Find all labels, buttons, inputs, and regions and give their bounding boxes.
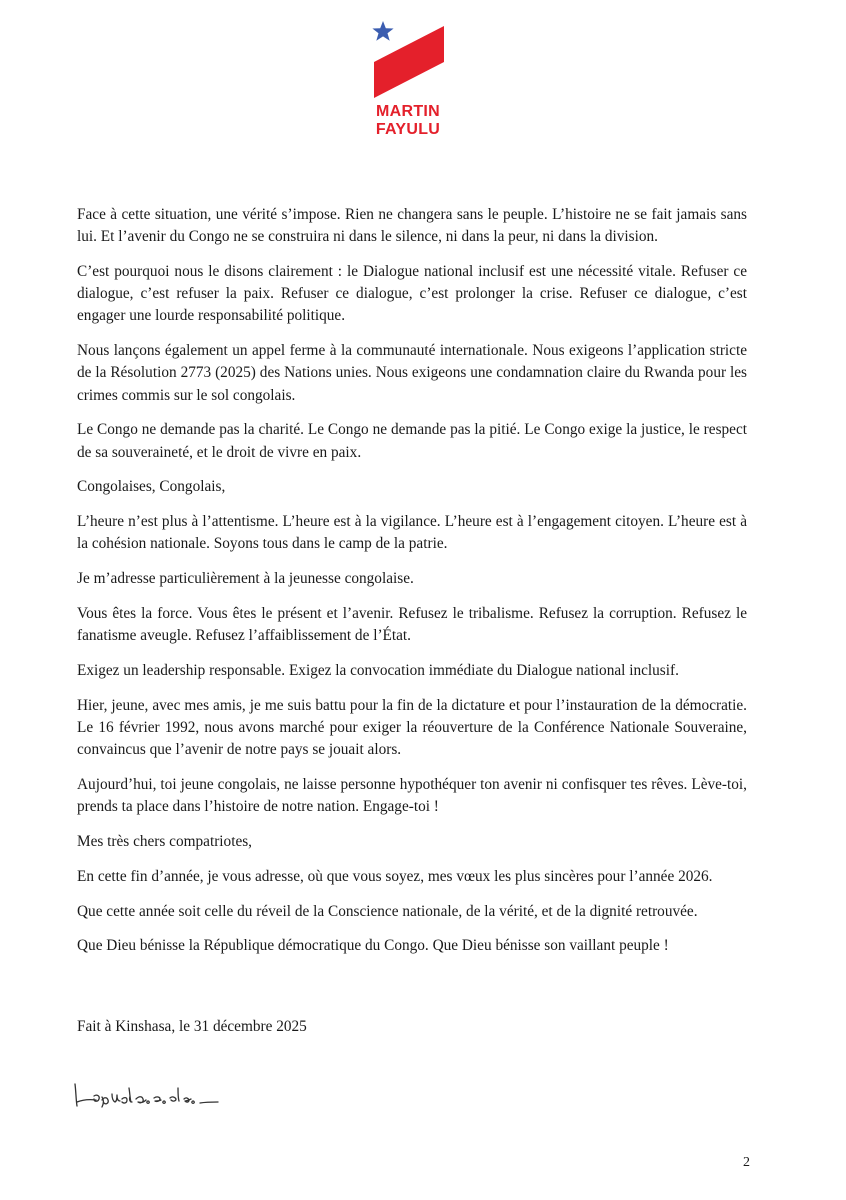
salutation: Mes très chers compatriotes, [77, 833, 253, 850]
paragraph: Nous lançons également un appel ferme à la communauté internationale. Nous exigeons l’application stricte de la Résolution 2773 (2025) des Nations unies. Nous exigeons une condamnation claire du Rwanda pour les crimes commis sur le sol congolais. [77, 342, 747, 404]
paragraph: Face à cette situation, une vérité s’impose. Rien ne changera sans le peuple. L’histoire ne se fait jamais sans lui. Et l’avenir du Congo ne se construira ni dans le silence, ni dans la peur, ni dans la division. [77, 206, 747, 246]
paragraph: Je m’adresse particulièrement à la jeunesse congolaise. [77, 570, 414, 588]
letter-body [77, 204, 747, 970]
paragraph: Aujourd’hui, toi jeune congolais, ne laisse personne hypothéquer ton avenir ni confisquer tes rêves. Lève-toi, prends ta place dans l’histoire de notre nation. Engage-toi ! [77, 776, 747, 816]
paragraph: Le Congo ne demande pas la charité. Le Congo ne demande pas la pitié. Le Congo exige la justice, le respect de sa souveraineté, et le droit de vivre en paix. [77, 421, 747, 461]
paragraph: C’est pourquoi nous le disons clairement : le Dialogue national inclusif est une nécessité vitale. Refuser ce dialogue, c’est refuser la paix. Refuser ce dialogue, c’est prolonger la crise. Refuser ce dialogue, c’est engager une lourde responsabilité politique. [77, 263, 747, 325]
logo-last-name: FAYULU [375, 121, 441, 138]
paragraph: Que cette année soit celle du réveil de la Conscience nationale, de la vérité, et de la dignité retrouvée. [77, 902, 698, 920]
paragraph: L’heure n’est plus à l’attentisme. L’heure est à la vigilance. L’heure est à l’engagement citoyen. L’heure est à la cohésion nationale. Soyons tous dans le camp de la patrie. [77, 513, 747, 553]
handwritten-signature [72, 1072, 222, 1112]
paragraph: En cette fin d’année, je vous adresse, où que vous soyez, mes vœux les plus sincères pour l’année 2026. [77, 867, 713, 885]
paragraph: Vous êtes la force. Vous êtes le présent et l’avenir. Refusez le tribalisme. Refusez la corruption. Refusez le fanatisme aveugle. Refusez l’affaiblissement de l’État. [77, 605, 747, 645]
logo-graphic [366, 18, 450, 102]
party-logo [366, 18, 450, 142]
paragraph: Que Dieu bénisse la République démocratique du Congo. Que Dieu bénisse son vaillant peuple ! [77, 937, 669, 955]
paragraph: Exigez un leadership responsable. Exigez la convocation immédiate du Dialogue national inclusif. [77, 662, 679, 679]
page-number: 2 [743, 1155, 750, 1170]
paragraph: Hier, jeune, avec mes amis, je me suis battu pour la fin de la dictature et pour l’instauration de la démocratie. Le 16 février 1992, nous avons marché pour exiger la réouverture de la Conférence Nationale Souveraine, convaincus que l’avenir de notre pays se jouait alors. [77, 696, 747, 759]
salutation: Congolaises, Congolais, [77, 478, 226, 496]
place-and-date: Fait à Kinshasa, le 31 décembre 2025 [77, 1018, 307, 1035]
star-icon [372, 21, 393, 41]
logo-first-name: MARTIN [375, 103, 440, 120]
